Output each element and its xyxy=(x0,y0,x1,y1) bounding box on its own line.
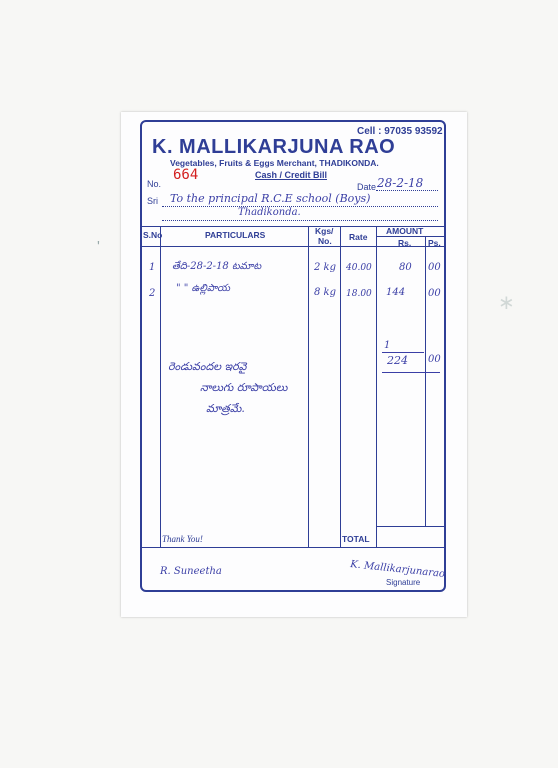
subtotal-mark: 1 xyxy=(384,340,391,351)
row-2-particulars: " " ఉల్లిపాయ xyxy=(176,283,231,294)
col-divider xyxy=(308,226,309,548)
col-ps: Ps. xyxy=(428,238,441,248)
amount-words-2: నాలుగు రూపాయలు xyxy=(200,381,288,394)
col-rs: Rs. xyxy=(398,238,412,248)
col-kgs: Kgs/ xyxy=(315,226,334,236)
bill-date: 28-2-18 xyxy=(377,176,424,190)
row-1-kgs: 2 kg xyxy=(314,262,337,273)
col-amount: AMOUNT xyxy=(386,226,424,236)
sri-line-2 xyxy=(162,220,438,221)
amount-words-1: రెండువందల ఇరవై xyxy=(168,360,247,373)
signature-label: Signature xyxy=(386,578,421,587)
col-particulars: PARTICULARS xyxy=(205,230,266,240)
received-by: R. Suneetha xyxy=(160,566,222,577)
date-line xyxy=(376,190,438,191)
col-kgs-no: No. xyxy=(318,236,332,246)
col-divider xyxy=(376,226,377,548)
col-sno: S.No xyxy=(143,230,163,240)
col-divider xyxy=(425,236,426,526)
col-rate: Rate xyxy=(349,232,368,242)
col-divider xyxy=(340,226,341,548)
items-table xyxy=(142,226,444,548)
sri-label: Sri xyxy=(147,196,158,206)
customer-line-1: To the principal R.C.E school (Boys) xyxy=(170,192,371,205)
total-ps: 00 xyxy=(428,354,441,365)
total-rule xyxy=(376,526,444,527)
cell-number: Cell : 97035 93592 xyxy=(357,126,443,137)
business-name: K. MALLIKARJUNA RAO xyxy=(152,136,396,158)
bill-no-label: No. xyxy=(147,179,162,189)
row-1-particulars: తేది-28-2-18 టమాట xyxy=(172,261,262,272)
row-2-rs: 144 xyxy=(386,287,406,298)
date-label: Date xyxy=(357,182,377,192)
business-tagline: Vegetables, Fruits & Eggs Merchant, THADIKONDA. xyxy=(170,158,379,168)
total-rs: 224 xyxy=(387,354,408,367)
row-2-kgs: 8 kg xyxy=(314,287,337,298)
row-2-rate: 18.00 xyxy=(346,289,372,299)
total-label: TOTAL xyxy=(342,534,370,544)
scan-mark: ∗ xyxy=(498,292,515,314)
sum-line xyxy=(382,352,424,353)
col-divider xyxy=(160,226,161,548)
row-1-ps: 00 xyxy=(428,262,441,273)
thank-you: Thank You! xyxy=(162,534,203,544)
bill-type: Cash / Credit Bill xyxy=(255,170,328,180)
total-underline xyxy=(382,372,440,373)
amount-rule xyxy=(376,236,444,237)
amount-words-3: మాత్రమే. xyxy=(206,402,245,415)
scan-mark: ' xyxy=(97,238,100,255)
row-1-rs: 80 xyxy=(399,262,412,273)
signer-signature: K. Mallikarjunarao xyxy=(349,559,446,580)
bill-number: 664 xyxy=(173,167,199,183)
row-2-ps: 00 xyxy=(428,288,441,299)
customer-line-2: Thadikonda. xyxy=(238,207,301,218)
row-2-sno: 2 xyxy=(149,288,156,299)
row-1-sno: 1 xyxy=(149,262,156,273)
row-1-rate: 40.00 xyxy=(346,263,372,273)
